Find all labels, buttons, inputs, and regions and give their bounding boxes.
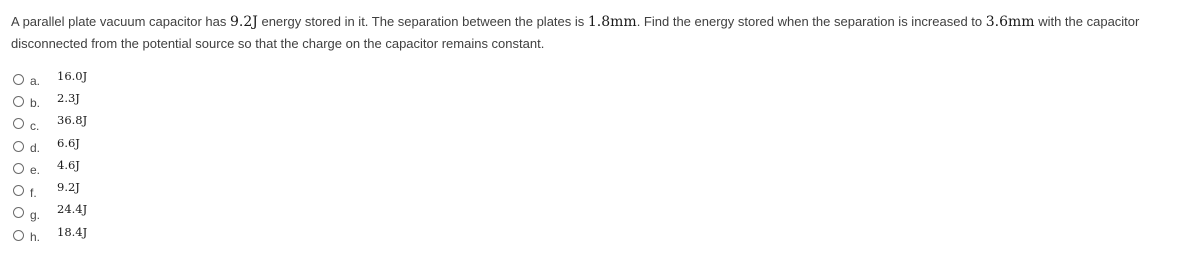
option-letter: d. [30, 141, 41, 156]
answer-options [11, 66, 87, 244]
initial-separation-value: 1.8mm [587, 14, 637, 30]
radio-button-c[interactable] [13, 118, 24, 129]
radio-button-b[interactable] [13, 96, 24, 107]
option-letter: e. [30, 163, 41, 178]
answer-option-b[interactable] [11, 88, 87, 110]
radio-button-a[interactable] [13, 74, 24, 85]
stored-energy-value: 9.2J [229, 14, 258, 30]
question-part-2: energy stored in it. The separation between the plates is [257, 14, 588, 29]
option-value: 18.4J [57, 224, 88, 239]
option-value: 6.6J [57, 135, 80, 150]
answer-option-g[interactable] [11, 200, 87, 222]
answer-option-c[interactable] [11, 111, 87, 133]
option-letter: a. [30, 74, 41, 89]
answer-option-d[interactable] [11, 133, 87, 155]
question-part-4: with the capacitor disconnected from the potential source so that the charge on the capacitor remains constant. [11, 14, 1140, 51]
option-letter: f. [30, 185, 37, 200]
question-part-1: A parallel plate vacuum capacitor has [11, 14, 230, 29]
option-letter: c. [30, 118, 40, 133]
question-part-3: . Find the energy stored when the separation is increased to [636, 14, 986, 29]
option-letter: g. [30, 207, 41, 222]
question-text [11, 11, 1181, 54]
option-value: 16.0J [57, 68, 88, 83]
option-value: 9.2J [57, 180, 80, 195]
final-separation-value: 3.6mm [985, 14, 1035, 30]
option-letter: b. [30, 96, 41, 111]
radio-button-d[interactable] [13, 141, 24, 152]
option-value: 2.3J [57, 90, 80, 105]
option-value: 4.6J [57, 157, 80, 172]
answer-option-f[interactable] [11, 177, 87, 199]
radio-button-e[interactable] [13, 163, 24, 174]
answer-option-a[interactable] [11, 66, 87, 88]
answer-option-h[interactable] [11, 222, 87, 244]
radio-button-g[interactable] [13, 207, 24, 218]
radio-button-h[interactable] [13, 230, 24, 241]
radio-button-f[interactable] [13, 185, 24, 196]
answer-option-e[interactable] [11, 155, 87, 177]
option-value: 24.4J [57, 202, 88, 217]
option-letter: h. [30, 230, 41, 245]
option-value: 36.8J [57, 113, 88, 128]
